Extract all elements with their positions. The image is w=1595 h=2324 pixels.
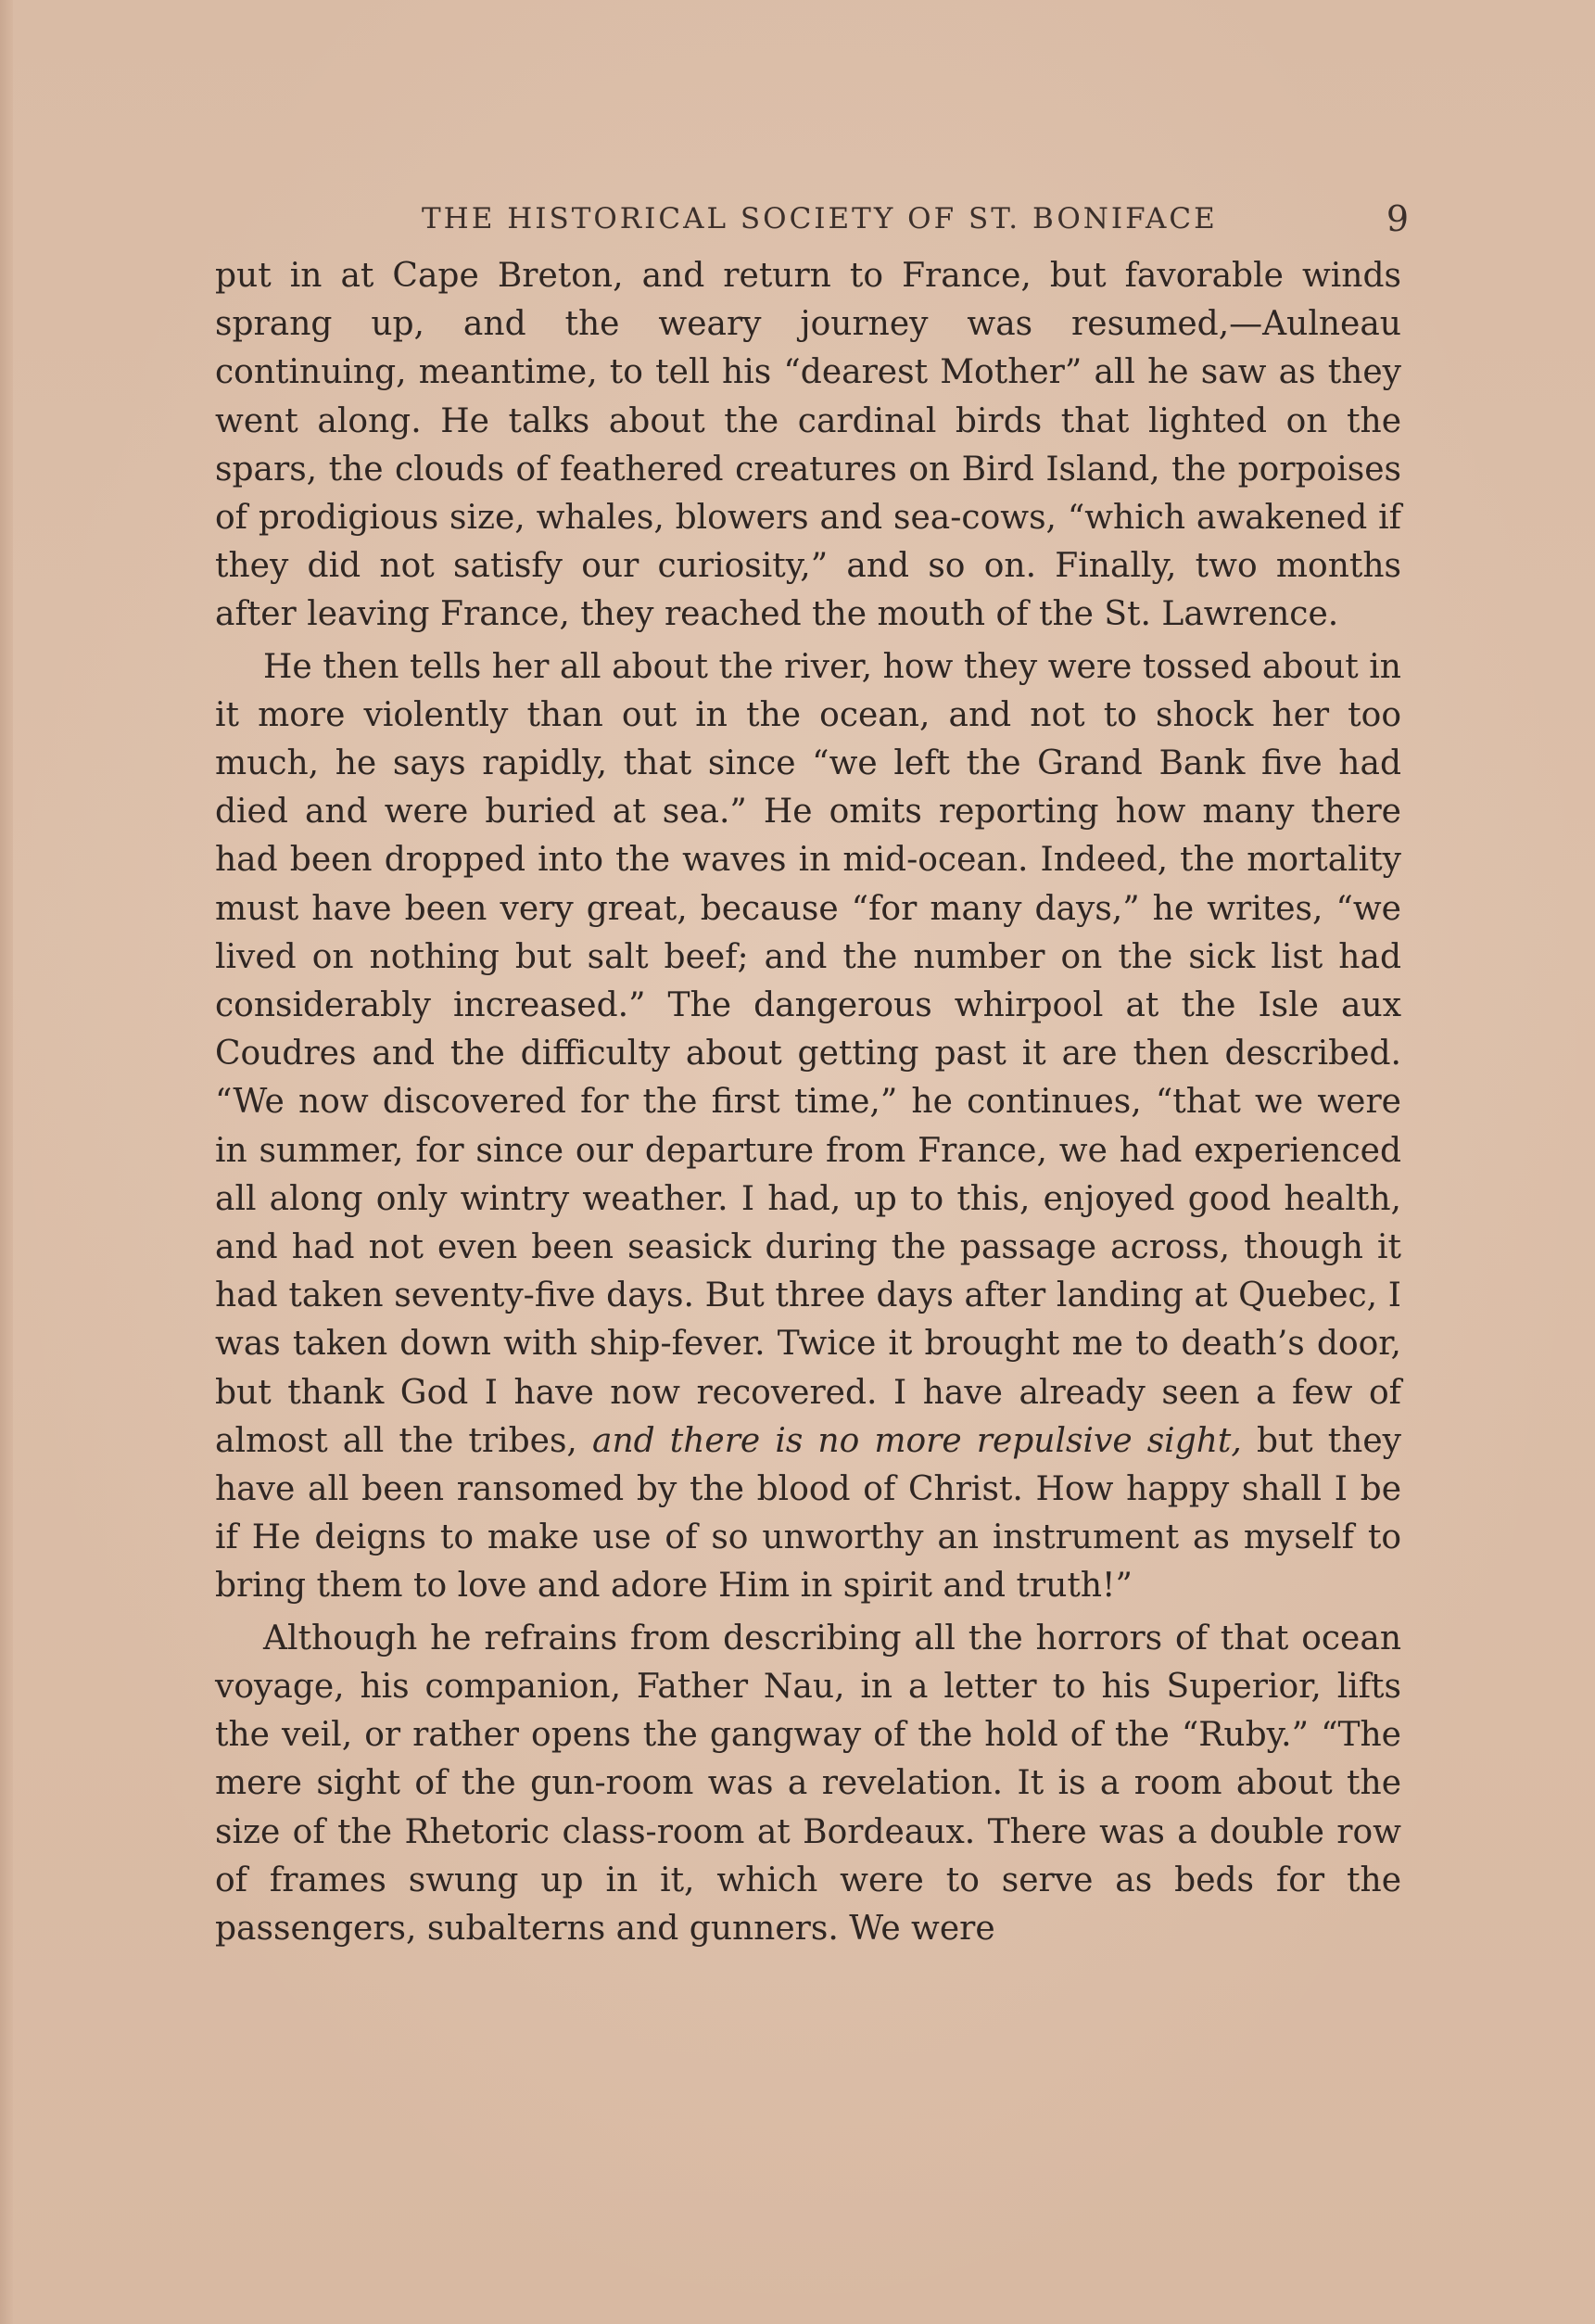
- page-edge: [0, 0, 13, 2324]
- paragraph-1-text: put in at Cape Breton, and return to France, but favorable winds sprang up, and the weary journey was resumed,—Aulneau continuing, meantime, to tell his “dearest Mother” all he saw as they went along. He talks about the cardinal birds that lighted on the spars, the clouds of feathered creatures on Bird Island, the porpoises of prodigious size, whales, blowers and sea-cows, “which awakened if they did not satisfy our curiosity,” and so on. Finally, two months after leaving France, they reached the mouth of the St. Lawrence.: [215, 257, 1401, 634]
- paragraph-2: [215, 643, 1401, 1611]
- paragraph-2-text: He then tells her all about the river, how they were tossed about in it more violently than out in the ocean, and not to shock her too much, he says rapidly, that since “we left the Grand Bank five had died and were buried at sea.” He omits reporting how many there had been dropped into the waves in mid-ocean. Indeed, the mortality must have been very great, because “for many days,” he writes, “we lived on nothing but salt beef; and the number on the sick list had considerably increased.” The dangerous whirpool at the Isle aux Coudres and the difficulty about getting past it are then described. “We now discovered for the first time,” he continues, “that we were in summer, for since our departure from France, we had experienced all along only wintry weather. I had, up to this, enjoyed good health, and had not even been seasick during the passage across, though it had taken seventy-five days. But three days after landing at Quebec, I was taken down with ship-fever. Twice it brought me to death’s door, but thank God I have now recovered. I have already seen a few of almost all the tribes,: [215, 647, 1401, 1460]
- page-number: 9: [1386, 198, 1409, 239]
- paragraph-3: [215, 1615, 1401, 1953]
- paragraph-3-text: Although he refrains from describing all the horrors of that ocean voyage, his companion, Father Nau, in a letter to his Superior, lifts the veil, or rather opens the gangway of the hold of the “Ruby.” “The mere sight of the gun-room was a revelation. It is a room about the size of the Rhetoric class-room at Bordeaux. There was a double row of frames swung up in it, which were to serve as beds for the passengers, subalterns and gunners. We were: [215, 1619, 1401, 1948]
- running-head: THE HISTORICAL SOCIETY OF ST. BONIFACE: [422, 202, 1218, 235]
- page-header: [422, 198, 1409, 248]
- body-text: [215, 252, 1401, 1953]
- paragraph-2-text-after: but they have all been ransomed by the blood of Christ. How happy shall I be if He deigns to make use of so unworthy an instrument as myself to bring them to love and adore Him in spirit and truth!”: [215, 1421, 1402, 1606]
- paragraph-1: [215, 252, 1401, 640]
- paragraph-2-italic: and there is no more repulsive sight,: [591, 1421, 1242, 1460]
